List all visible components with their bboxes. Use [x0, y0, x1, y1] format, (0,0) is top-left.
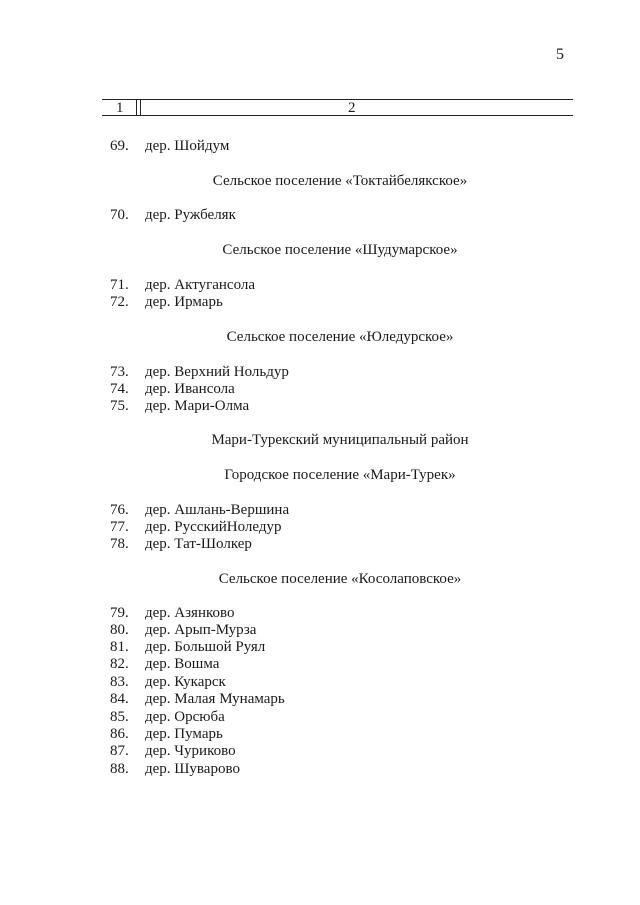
item-number: 71. — [110, 277, 129, 293]
item-number: 70. — [110, 207, 129, 223]
settlement-name: дер. Большой Руял — [145, 639, 266, 655]
settlement-name: дер. Кукарск — [145, 674, 226, 690]
settlement-name: дер. Мари-Олма — [145, 398, 250, 414]
section-heading: Сельское поселение «Косолаповское» — [218, 571, 462, 587]
section-heading: Сельское поселение «Токтайбелякское» — [212, 173, 468, 189]
item-number: 81. — [110, 639, 129, 655]
settlement-name: дер. Ружбеляк — [145, 207, 236, 223]
settlement-name: дер. Актугансола — [145, 277, 256, 293]
settlement-name: дер. Шуварово — [145, 761, 240, 777]
item-number: 82. — [110, 656, 129, 672]
item-number: 69. — [110, 138, 129, 154]
header-bottom-rule — [102, 115, 573, 116]
settlement-name: дер. Верхний Нольдур — [145, 364, 289, 380]
item-number: 75. — [110, 398, 129, 414]
table-header — [102, 95, 573, 117]
settlement-name: дер. РусскийНоледур — [145, 519, 282, 535]
section-heading: Сельское поселение «Юледурское» — [226, 329, 454, 345]
item-number: 73. — [110, 364, 129, 380]
settlement-name: дер. Ашлань-Вершина — [145, 502, 290, 518]
settlement-name: дер. Шойдум — [145, 138, 230, 154]
section-heading: Городское поселение «Мари-Турек» — [224, 467, 456, 483]
item-number: 85. — [110, 709, 129, 725]
item-number: 84. — [110, 691, 129, 707]
header-col-2: 2 — [348, 100, 356, 116]
settlement-name: дер. Пумарь — [145, 726, 223, 742]
page-number: 5 — [556, 46, 564, 63]
settlement-name: дер. Малая Мунамарь — [145, 691, 285, 707]
settlement-name: дер. Вошма — [145, 656, 220, 672]
item-number: 76. — [110, 502, 129, 518]
header-divider — [140, 99, 141, 115]
item-number: 78. — [110, 536, 129, 552]
header-divider — [136, 99, 137, 115]
settlement-name: дер. Арып-Мурза — [145, 622, 257, 638]
settlement-name: дер. Чуриково — [145, 743, 236, 759]
item-number: 88. — [110, 761, 129, 777]
settlement-name: дер. Ирмарь — [145, 294, 223, 310]
settlement-name: дер. Орсюба — [145, 709, 225, 725]
item-number: 83. — [110, 674, 129, 690]
item-number: 72. — [110, 294, 129, 310]
settlement-name: дер. Азянково — [145, 605, 235, 621]
section-heading: Сельское поселение «Шудумарское» — [222, 242, 458, 258]
item-number: 77. — [110, 519, 129, 535]
district-heading: Мари-Турекский муниципальный район — [211, 432, 469, 448]
header-col-1: 1 — [116, 100, 124, 116]
item-number: 74. — [110, 381, 129, 397]
item-number: 87. — [110, 743, 129, 759]
settlement-name: дер. Тат-Шолкер — [145, 536, 252, 552]
settlement-name: дер. Ивансола — [145, 381, 235, 397]
item-number: 80. — [110, 622, 129, 638]
item-number: 79. — [110, 605, 129, 621]
header-top-rule — [102, 99, 573, 100]
item-number: 86. — [110, 726, 129, 742]
